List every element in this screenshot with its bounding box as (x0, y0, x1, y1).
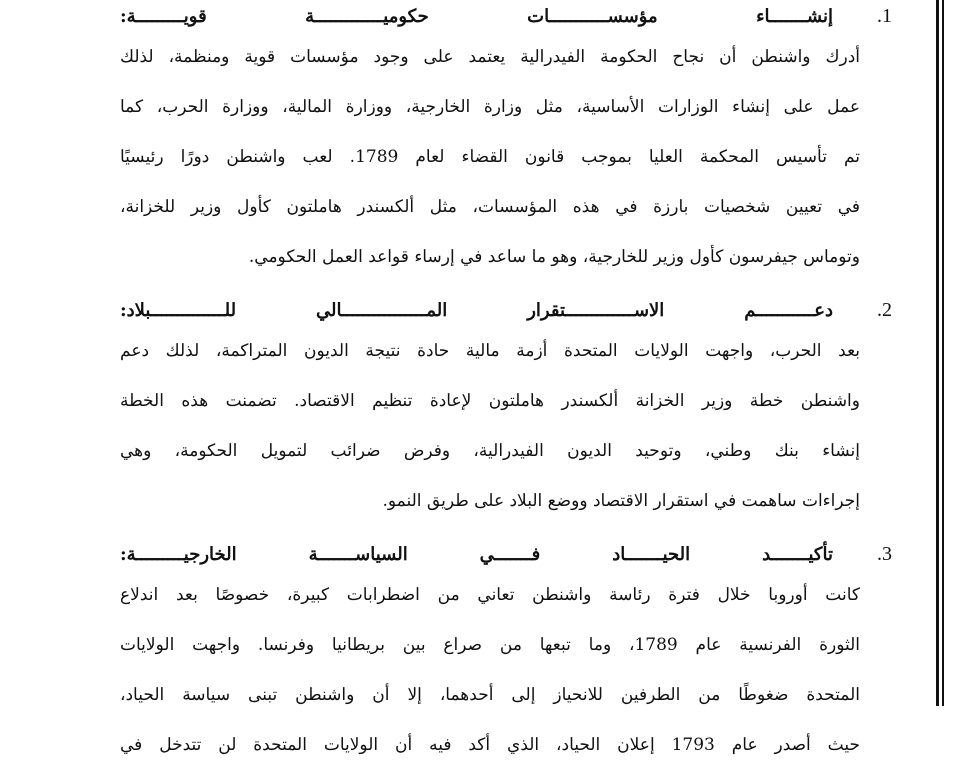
section-heading (120, 2, 892, 32)
section-paragraph (120, 570, 860, 770)
page-border-thin (942, 0, 944, 706)
section-heading (120, 296, 892, 326)
paragraph-line: إجراءات ساهمت في استقرار الاقتصاد ووضع البلاد على طريق النمو. (382, 491, 860, 511)
paragraph-line: الثورة الفرنسية عام 1789، وما تبعها من صراع بين بريطانيا وفرنسا. واجهت الولايات (120, 635, 861, 655)
section-number: .2 (877, 299, 892, 321)
section-number: .1 (877, 5, 892, 27)
paragraph-line: المتحدة ضغوطًا من الطرفين للانحياز إلى أحدهما، إلا أن واشنطن تبنى سياسة الحياد، (120, 685, 860, 705)
paragraph-line: واشنطن خطة وزير الخزانة ألكسندر هاملتون لإعادة تنظيم الاقتصاد. تضمنت هذه الخطة (120, 391, 860, 411)
section-heading (120, 540, 892, 570)
section-2 (120, 296, 892, 526)
section-paragraph (120, 32, 860, 282)
section-title: إنشـــــــاء مؤسســـــــــــات حكوميـــــــــــــة قويـــــــــة: (120, 6, 833, 27)
section-1 (120, 2, 892, 282)
paragraph-line: بعد الحرب، واجهت الولايات المتحدة أزمة مالية حادة نتيجة الديون المتراكمة، لذلك دعم (120, 341, 860, 361)
paragraph-line: حيث أصدر عام 1793 إعلان الحياد، الذي أكد فيه أن الولايات المتحدة لن تتدخل في (120, 735, 860, 755)
page-border-thick (936, 0, 939, 706)
paragraph-line: عمل على إنشاء الوزارات الأساسية، مثل وزارة الخارجية، ووزارة المالية، ووزارة الحرب، كما (120, 97, 860, 117)
section-title: تأكيـــــــد الحيـــــــاد فـــــــي السياســـــــة الخارجيـــــــــة: (120, 544, 833, 565)
paragraph-line: أدرك واشنطن أن نجاح الحكومة الفيدرالية يعتمد على وجود مؤسسات قوية ومنظمة، لذلك (120, 47, 860, 67)
paragraph-line: تم تأسيس المحكمة العليا بموجب قانون القضاء لعام 1789. لعب واشنطن دورًا رئيسيًا (120, 147, 861, 167)
paragraph-line: إنشاء بنك وطني، وتوحيد الديون الفيدرالية، وفرض ضرائب لتمويل الحكومة، وهي (120, 441, 860, 461)
section-paragraph (120, 326, 860, 526)
document-body (120, 2, 892, 784)
section-title: دعـــــــــــم الاســـــــــــــتقرار المــــــــــــــــالي للــــــــــــــبلاد: (120, 300, 833, 321)
section-number: .3 (877, 543, 892, 565)
paragraph-line: كانت أوروبا خلال فترة رئاسة واشنطن تعاني من اضطرابات كبيرة، خصوصًا بعد اندلاع (120, 585, 860, 605)
section-3 (120, 540, 892, 770)
paragraph-line: في تعيين شخصيات بارزة في هذه المؤسسات، مثل ألكسندر هاملتون كأول وزير للخزانة، (120, 197, 860, 217)
paragraph-line: وتوماس جيفرسون كأول وزير للخارجية، وهو ما ساعد في إرساء قواعد العمل الحكومي. (248, 247, 860, 267)
